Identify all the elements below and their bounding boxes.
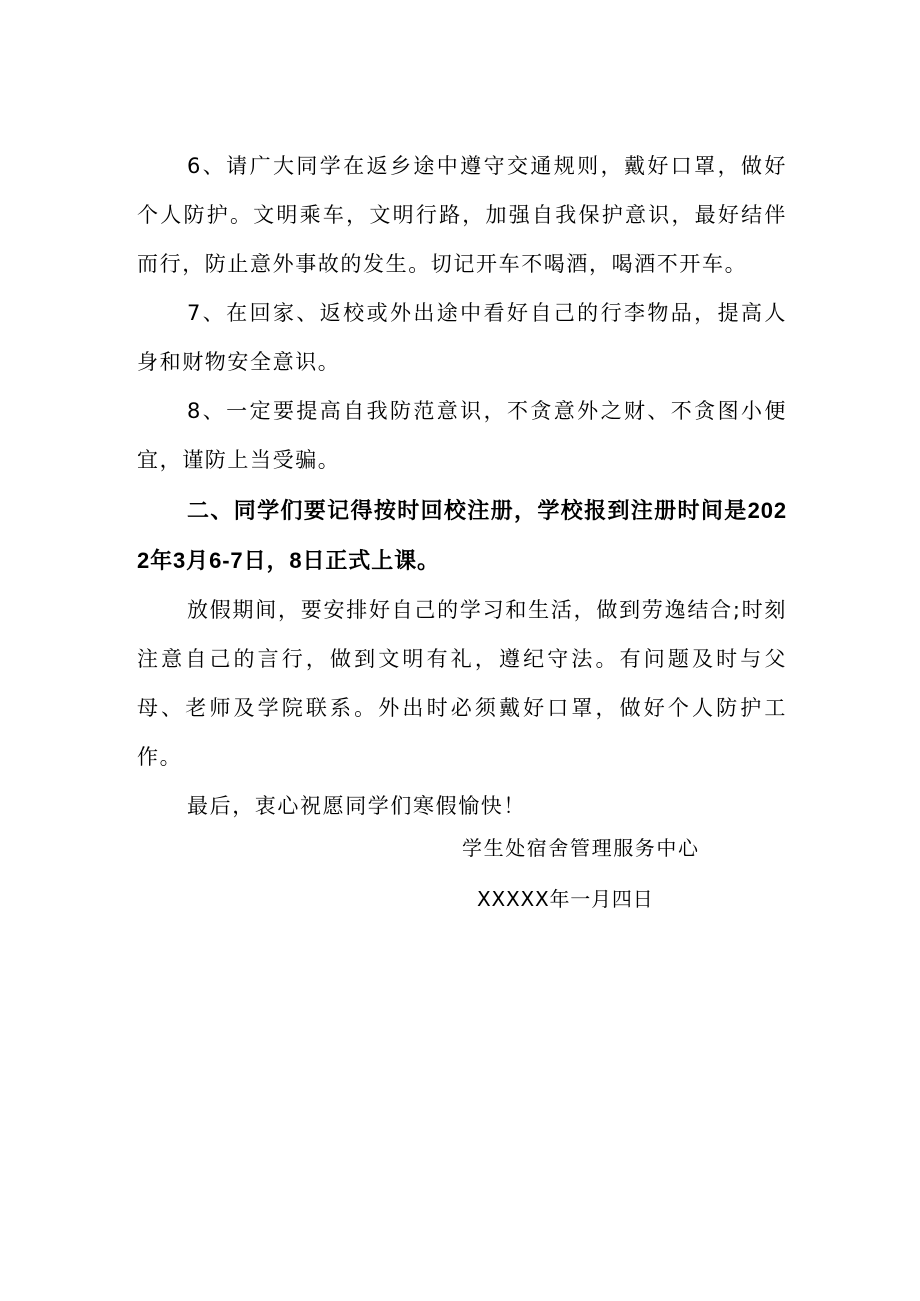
section-heading: 二、同学们要记得按时回校注册，学校报到注册时间是2022年3月6-7日，8日正式上课。: [137, 498, 787, 573]
signature-department: 学生处宿舍管理服务中心: [462, 836, 700, 860]
paragraph-closing-wish: 最后，衷心祝愿同学们寒假愉快！: [187, 794, 526, 818]
document-body: [137, 142, 787, 831]
signature-date: XXXXX年一月四日: [477, 887, 654, 911]
paragraph-item-6: 6、请广大同学在返乡途中遵守交通规则，戴好口罩，做好个人防护。文明乘车，文明行路，加强自我保护意识，最好结伴而行，防止意外事故的发生。切记开车不喝酒，喝酒不开车。: [137, 154, 787, 276]
paragraph-holiday-advice: 放假期间，要安排好自己的学习和生活，做到劳逸结合;时刻注意自己的言行，做到文明有礼，遵纪守法。有问题及时与父母、老师及学院联系。外出时必须戴好口罩，做好个人防护工作。: [137, 598, 787, 769]
paragraph-item-7: 7、在回家、返校或外出途中看好自己的行李物品，提高人身和财物安全意识。: [137, 301, 787, 374]
paragraph-item-8: 8、一定要提高自我防范意识，不贪意外之财、不贪图小便宜，谨防上当受骗。: [137, 399, 787, 472]
